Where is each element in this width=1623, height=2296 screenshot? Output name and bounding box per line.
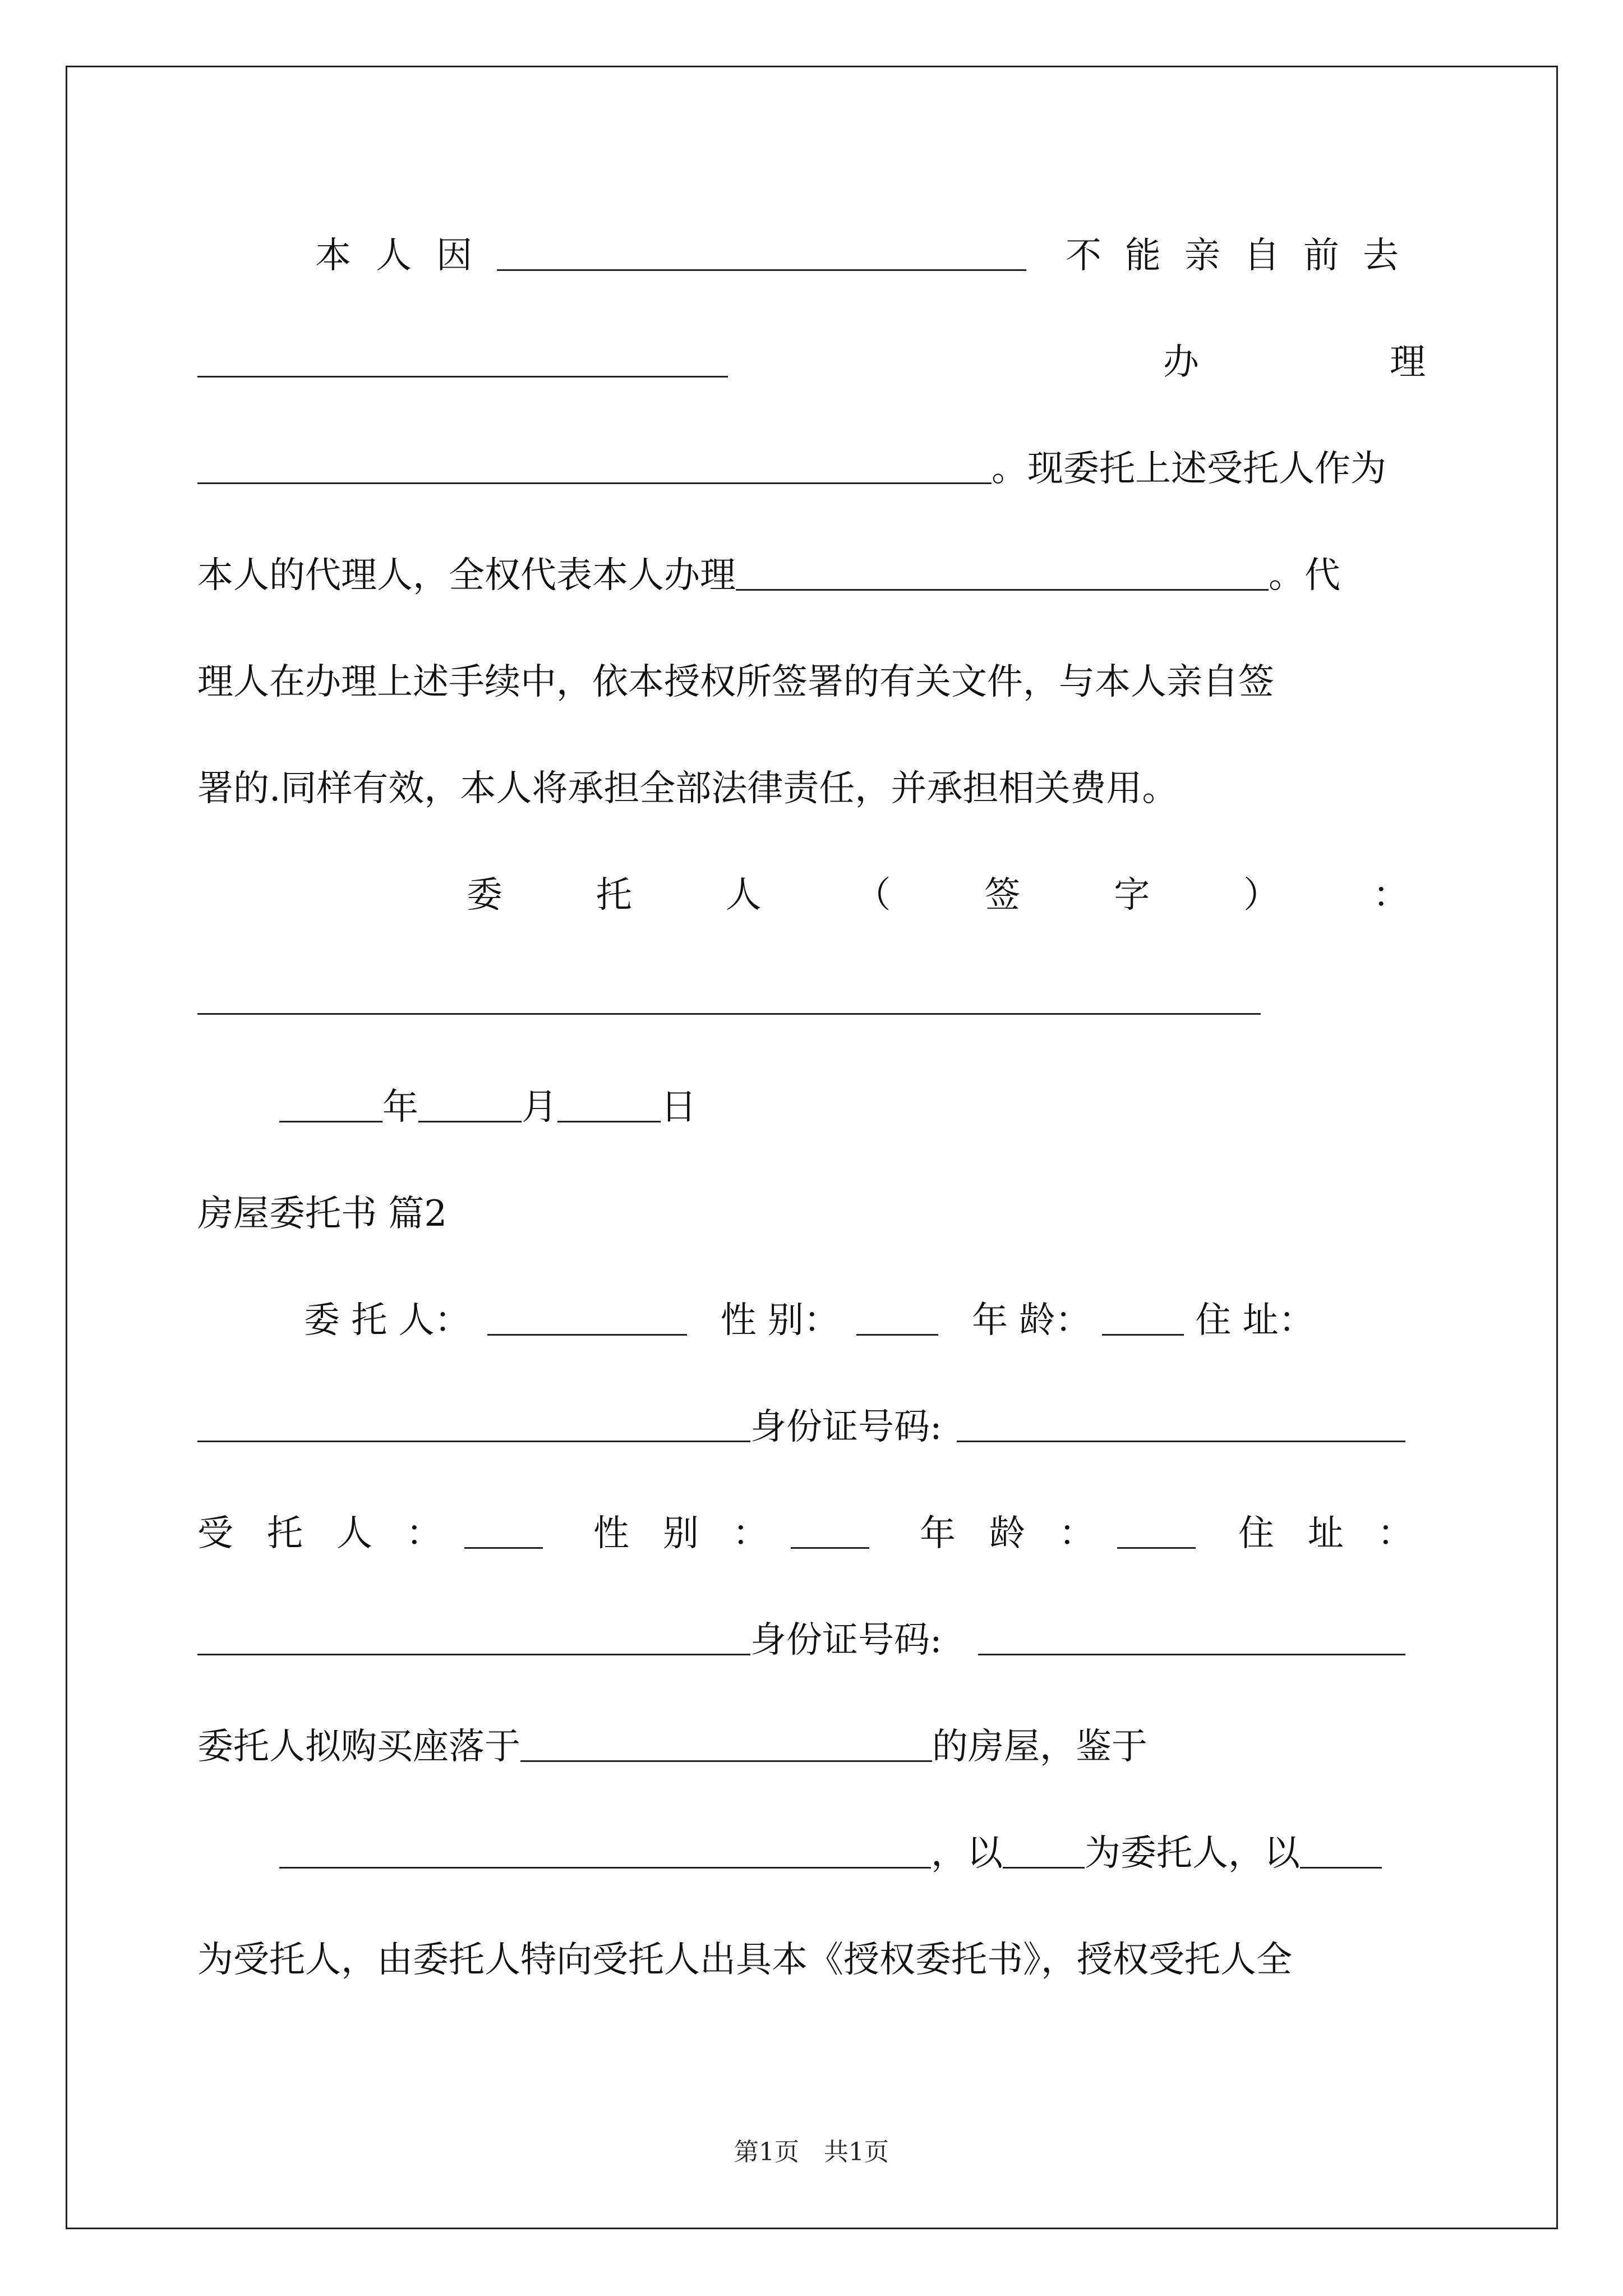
principal-address-label: 住 址： xyxy=(1195,1300,1315,1341)
para1-line6 xyxy=(197,752,1427,819)
blank-agent-id[interactable] xyxy=(978,1619,1405,1655)
char: 托 xyxy=(267,1513,303,1554)
text: 为委托人，以 xyxy=(1085,1833,1300,1874)
char: ： xyxy=(732,1513,768,1554)
para1-line4 xyxy=(197,539,1427,606)
blank-month[interactable] xyxy=(418,1086,522,1122)
char: 住 xyxy=(1238,1513,1274,1554)
purchase-row xyxy=(197,1710,1427,1777)
text: 委托人拟购买座落于 xyxy=(197,1726,520,1768)
para1-line5 xyxy=(197,645,1427,712)
char: 因 xyxy=(436,235,472,277)
char: （ xyxy=(855,875,891,916)
blank-principal-gender[interactable] xyxy=(856,1299,938,1336)
text: 的房屋，鉴于 xyxy=(932,1726,1147,1768)
blank-place[interactable] xyxy=(197,341,728,378)
char: ： xyxy=(1372,875,1409,916)
date-year-label: 年 xyxy=(382,1087,418,1128)
principal-gender-label: 性 别： xyxy=(720,1300,840,1341)
blank-principal-age[interactable] xyxy=(1102,1299,1184,1336)
char: 人 xyxy=(376,235,412,277)
id-label: 身份证号码: xyxy=(750,1406,942,1448)
text: 本人的代理人，全权代表本人办理 xyxy=(197,555,736,596)
principal-id-row xyxy=(197,1390,1427,1457)
char: 字 xyxy=(1114,875,1150,916)
char: 人 xyxy=(336,1513,372,1554)
char: 签 xyxy=(984,875,1021,916)
blank-principal-ref[interactable] xyxy=(1003,1832,1085,1869)
text: 。代 xyxy=(1269,555,1340,596)
agent-row xyxy=(197,1497,1427,1564)
text: 为受托人，由委托人特向受托人出具本《授权委托书》，授权受托人全 xyxy=(197,1939,1292,1981)
para1-line3 xyxy=(197,432,1427,499)
char: 理 xyxy=(1390,342,1426,383)
blank-matter[interactable] xyxy=(197,448,992,484)
blank-principal-address[interactable] xyxy=(197,1406,750,1442)
char: 委 xyxy=(467,875,502,916)
char: 人 xyxy=(725,875,762,916)
char: ： xyxy=(406,1513,442,1554)
blank-principal-id[interactable] xyxy=(957,1406,1405,1442)
page-footer: 第1页 共1页 xyxy=(734,2138,889,2166)
blank-principal-name[interactable] xyxy=(487,1299,687,1336)
section-title: 房屋委托书 篇2 xyxy=(197,1193,448,1235)
char: 前 xyxy=(1303,235,1339,277)
signature-blank-line xyxy=(197,963,1427,1030)
blank-agent-age[interactable] xyxy=(1117,1512,1196,1549)
char: ） xyxy=(1243,875,1280,916)
blank-property-location[interactable] xyxy=(520,1726,932,1762)
char: 去 xyxy=(1363,235,1399,277)
char: 办 xyxy=(1163,342,1199,383)
char: ： xyxy=(1377,1513,1413,1554)
last-line xyxy=(197,1923,1427,1990)
blank-day[interactable] xyxy=(557,1086,661,1122)
char: 能 xyxy=(1125,235,1161,277)
char: 龄 xyxy=(989,1513,1025,1554)
char: 性 xyxy=(593,1513,629,1554)
principal-label: 委 托 人： xyxy=(304,1300,471,1341)
blank-reason-2[interactable] xyxy=(279,1832,931,1869)
blank-year[interactable] xyxy=(279,1086,382,1122)
blank-agent-address[interactable] xyxy=(197,1619,750,1655)
char: 址 xyxy=(1308,1513,1344,1554)
principal-row xyxy=(197,1283,1427,1351)
blank-reason[interactable] xyxy=(497,234,1026,271)
char: 不 xyxy=(1066,235,1101,277)
para1-line1 xyxy=(197,219,1427,286)
date-day-label: 日 xyxy=(661,1087,697,1128)
char: 别 xyxy=(663,1513,699,1554)
id-label: 身份证号码: xyxy=(750,1619,942,1661)
text: ，以 xyxy=(931,1833,1003,1874)
text: 署的.同样有效，本人将承担全部法律责任，并承担相关费用。 xyxy=(197,768,1178,809)
blank-signature[interactable] xyxy=(197,978,1261,1015)
char: 年 xyxy=(920,1513,956,1554)
appoint-row xyxy=(197,1816,1427,1884)
para1-line2 xyxy=(197,325,1427,393)
char: 本 xyxy=(315,235,351,277)
char: 托 xyxy=(596,875,632,916)
agent-id-row xyxy=(197,1603,1427,1671)
text: 。现委托上述受托人作为 xyxy=(992,448,1386,490)
blank-agent-gender[interactable] xyxy=(791,1512,869,1549)
char: ： xyxy=(1059,1513,1095,1554)
date-line xyxy=(197,1070,1427,1138)
char: 受 xyxy=(197,1513,233,1554)
char: 亲 xyxy=(1184,235,1220,277)
date-month-label: 月 xyxy=(522,1087,557,1128)
signature-label xyxy=(467,858,1409,926)
blank-handle[interactable] xyxy=(736,554,1269,591)
text: 理人在办理上述手续中，依本授权所签署的有关文件，与本人亲自签 xyxy=(197,661,1274,703)
blank-agent-ref[interactable] xyxy=(1300,1832,1382,1869)
section2-heading xyxy=(197,1177,1427,1244)
blank-agent-name[interactable] xyxy=(464,1512,543,1549)
char: 自 xyxy=(1244,235,1280,277)
principal-age-label: 年 龄： xyxy=(972,1300,1091,1341)
